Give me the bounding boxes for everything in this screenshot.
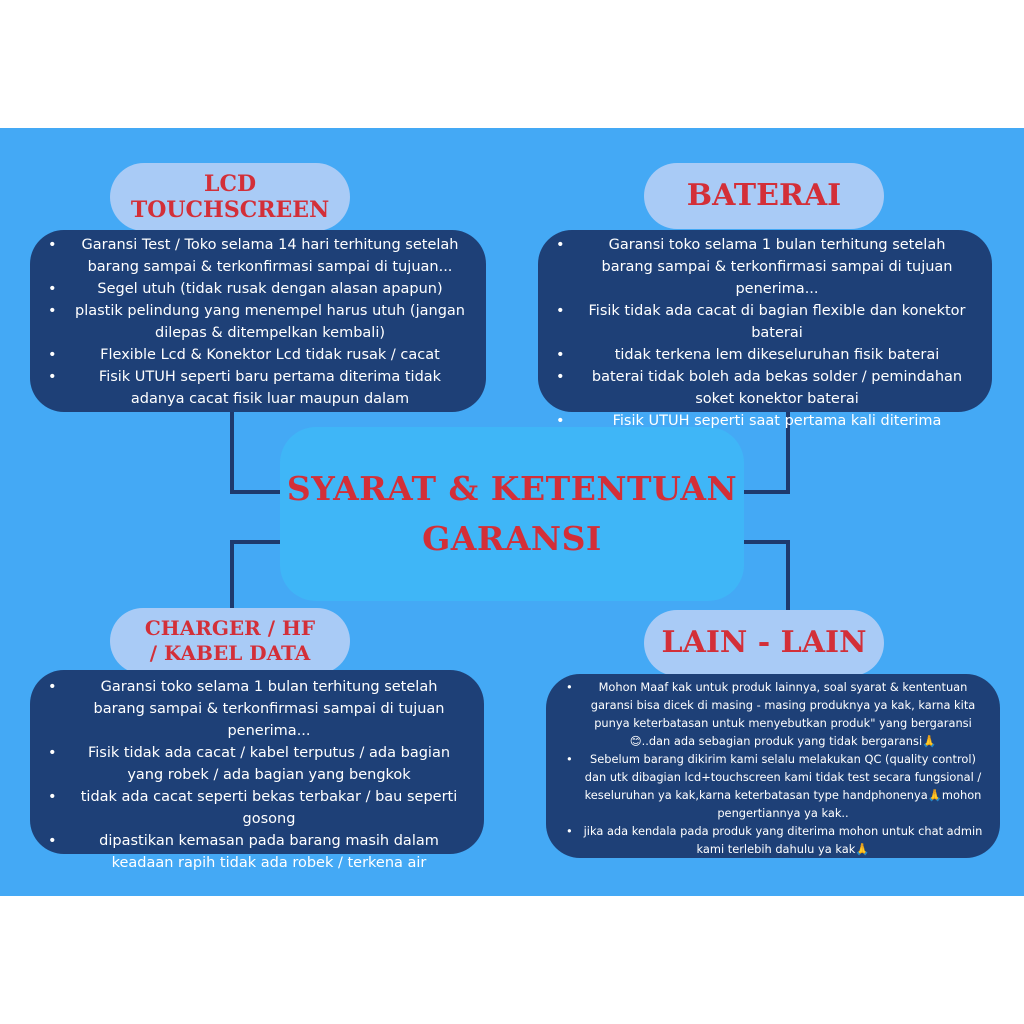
baterai-list (552, 234, 978, 432)
lcd-heading (131, 171, 329, 223)
list-item: • Fisik tidak ada cacat / kabel terputus / ada bagian yang robek / ada bagian yang bengkok (48, 742, 470, 786)
connector-line-baterai-horizontal (742, 490, 790, 494)
connector-line-charger-horizontal (230, 540, 282, 544)
page-title-line1: SYARAT & KETENTUAN (286, 469, 738, 508)
lain-heading-pill (644, 610, 884, 676)
list-item: • Mohon Maaf kak untuk produk lainnya, soal syarat & kententuan garansi bisa dicek di masing - masing produknya ya kak, karna kita punya keterbatasan untuk menyebutkan produk" yang bergaransi😊..dan ada sebagian produk yang tidak bergaransi🙏 (566, 678, 988, 750)
lain-heading: LAIN - LAIN (661, 625, 867, 660)
list-item: • Garansi toko selama 1 bulan terhitung setelah barang sampai & terkonfirmasi sampai di tujuan penerima... (48, 676, 470, 742)
lcd-card (30, 230, 486, 412)
connector-line-lain-vertical (786, 540, 790, 612)
list-item: • Fisik UTUH seperti saat pertama kali diterima (556, 410, 978, 432)
list-item: • baterai tidak boleh ada bekas solder / pemindahan soket konektor baterai (556, 366, 978, 410)
connector-line-charger-vertical (230, 540, 234, 612)
baterai-heading-pill (644, 163, 884, 229)
list-item: • dipastikan kemasan pada barang masih dalam keadaan rapih tidak ada robek / terkena air (48, 830, 470, 874)
baterai-card (538, 230, 992, 429)
list-item: • Fisik tidak ada cacat di bagian flexible dan konektor baterai (556, 300, 978, 344)
connector-line-lcd-vertical (230, 410, 234, 494)
lcd-list (44, 234, 472, 410)
list-item: • Flexible Lcd & Konektor Lcd tidak rusak / cacat (48, 344, 472, 366)
list-item: • jika ada kendala pada produk yang diterima mohon untuk chat admin kami terlebih dahulu ya kak🙏 (566, 822, 988, 858)
list-item: • Fisik UTUH seperti baru pertama diterima tidak adanya cacat fisik luar maupun dalam (48, 366, 472, 410)
connector-line-lcd-horizontal (230, 490, 282, 494)
connector-line-lain-horizontal (742, 540, 790, 544)
lcd-heading-pill (110, 163, 350, 231)
charger-heading-line2: / KABEL DATA (149, 641, 311, 665)
list-item: • Segel utuh (tidak rusak dengan alasan apapun) (48, 278, 472, 300)
lcd-heading-line1: LCD (203, 171, 257, 197)
list-item: • Garansi toko selama 1 bulan terhitung setelah barang sampai & terkonfirmasi sampai di tujuan penerima... (556, 234, 978, 300)
center-title-box (280, 427, 744, 601)
charger-list (44, 676, 470, 874)
charger-heading-line1: CHARGER / HF (144, 616, 316, 640)
list-item: • tidak terkena lem dikeseluruhan fisik baterai (556, 344, 978, 366)
page-title-line2: GARANSI (422, 519, 602, 558)
list-item: • tidak ada cacat seperti bekas terbakar / bau seperti gosong (48, 786, 470, 830)
list-item: • Sebelum barang dikirim kami selalu melakukan QC (quality control) dan utk dibagian lcd+touchscreen kami tidak test secara fungsional / keseluruhan ya kak,karna keterbatasan type handphonenya🙏mohon pengertiannya ya kak.. (566, 750, 988, 822)
charger-card (30, 670, 484, 871)
charger-heading (145, 616, 315, 666)
lcd-heading-line2: TOUCHSCREEN (130, 197, 330, 223)
page-title (287, 464, 737, 564)
baterai-heading: BATERAI (686, 178, 842, 213)
list-item: • plastik pelindung yang menempel harus utuh (jangan dilepas & ditempelkan kembali) (48, 300, 472, 344)
list-item: • Garansi Test / Toko selama 14 hari terhitung setelah barang sampai & terkonfirmasi sampai di tujuan... (48, 234, 472, 278)
charger-heading-pill (110, 608, 350, 674)
lain-card (546, 674, 1000, 858)
lain-list (558, 678, 988, 858)
